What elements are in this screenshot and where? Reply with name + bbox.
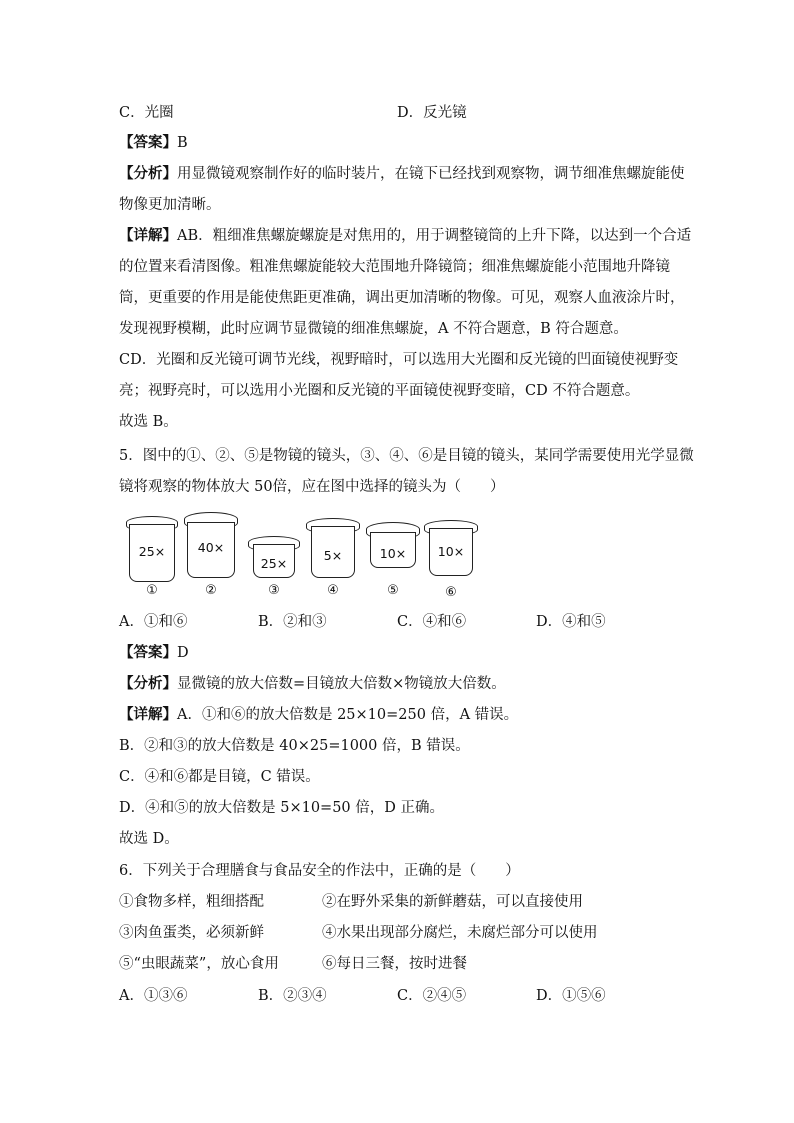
lens-magnification: 25× [138, 544, 166, 559]
lens-2 [185, 512, 237, 578]
lens-3 [249, 536, 299, 578]
q4-detail-line-1 [119, 226, 691, 246]
q6-item-2: ②在野外采集的新鲜蘑菇，可以直接使用 [322, 894, 583, 910]
q4-detail-line-2: 的位置来看清图像。粗准焦螺旋能较大范围地升降镜筒；细准焦螺旋能小范围地升降镜 [119, 259, 670, 275]
lens-magnification: 40× [197, 540, 225, 555]
q5-answer [119, 643, 189, 663]
lens-number: ⑥ [445, 585, 457, 600]
q6-item-1: ①食物多样，粗细搭配 [119, 894, 264, 910]
q5-detail-line-4: D．④和⑤的放大倍数是 5×10=50 倍，D 正确。 [119, 800, 445, 816]
analysis-tag: 【分析】 [119, 676, 177, 692]
q4-detail-line-4: 发现视野模糊，此时应调节显微镜的细准焦螺旋，A 不符合题意，B 符合题意。 [119, 321, 628, 337]
lens-1 [127, 516, 177, 582]
lens-magnification: 25× [260, 556, 288, 571]
detail-text: AB．粗细准焦螺旋螺旋是对焦用的，用于调整镜筒的上升下降，以达到一个合适 [177, 228, 692, 244]
lens-figure [119, 512, 489, 604]
q5-option-b: B．②和③ [258, 614, 327, 630]
q6-item-3: ③肉鱼蛋类，必须新鲜 [119, 925, 264, 941]
q6-item-6: ⑥每日三餐，按时进餐 [322, 956, 467, 972]
answer-value: B [177, 135, 188, 151]
analysis-text: 显微镜的放大倍数=目镜放大倍数×物镜放大倍数。 [177, 676, 506, 692]
q4-option-d: D．反光镜 [397, 105, 467, 121]
q4-conclusion: 故选 B。 [119, 414, 178, 430]
lens-magnification: 5× [323, 548, 343, 563]
q6-option-d: D．①⑤⑥ [536, 988, 606, 1004]
q5-detail-line-2: B．②和③的放大倍数是 40×25=1000 倍，B 错误。 [119, 738, 470, 754]
detail-text: A．①和⑥的放大倍数是 25×10=250 倍，A 错误。 [177, 707, 519, 723]
lens-4 [307, 518, 359, 578]
lens-number: ⑤ [387, 583, 399, 598]
q5-option-d: D．④和⑤ [536, 614, 606, 630]
q4-analysis-line-2: 物像更加清晰。 [119, 197, 221, 213]
q4-answer [119, 133, 188, 153]
answer-tag: 【答案】 [119, 645, 177, 661]
lens-number: ① [146, 583, 158, 598]
q5-analysis [119, 674, 506, 694]
q4-analysis-line-1 [119, 164, 685, 184]
q6-item-5: ⑤“虫眼蔬菜”，放心食用 [119, 956, 279, 972]
q5-detail-line-3: C．④和⑥都是目镜，C 错误。 [119, 769, 320, 785]
lens-number: ② [205, 583, 217, 598]
q6-option-c: C．②④⑤ [397, 988, 467, 1004]
q6-option-b: B．②③④ [258, 988, 327, 1004]
lens-number: ④ [327, 583, 339, 598]
detail-tag: 【详解】 [119, 707, 177, 723]
answer-tag: 【答案】 [119, 135, 177, 151]
q5-detail-line-1 [119, 705, 518, 725]
q5-stem-line-1: 5．图中的①、②、⑤是物镜的镜头，③、④、⑥是目镜的镜头，某同学需要使用光学显微 [119, 448, 694, 464]
q4-detail-line-5: CD．光圈和反光镜可调节光线，视野暗时，可以选用大光圈和反光镜的凹面镜使视野变 [119, 352, 679, 368]
q5-option-c: C．④和⑥ [397, 614, 467, 630]
q5-conclusion: 故选 D。 [119, 831, 179, 847]
q6-option-a: A．①③⑥ [119, 988, 188, 1004]
q4-option-c: C．光圈 [119, 105, 174, 121]
lens-magnification: 10× [437, 544, 465, 559]
q5-stem-line-2: 镜将观察的物体放大 50倍，应在图中选择的镜头为（ ） [119, 479, 505, 495]
lens-5 [367, 522, 419, 578]
q5-option-a: A．①和⑥ [119, 614, 188, 630]
q6-item-4: ④水果出现部分腐烂，未腐烂部分可以使用 [322, 925, 598, 941]
analysis-text: 用显微镜观察制作好的临时装片，在镜下已经找到观察物，调节细准焦螺旋能使 [177, 166, 685, 182]
q4-detail-line-6: 亮；视野亮时，可以选用小光圈和反光镜的平面镜使视野变暗，CD 不符合题意。 [119, 383, 640, 399]
analysis-tag: 【分析】 [119, 166, 177, 182]
answer-value: D [177, 645, 189, 661]
detail-tag: 【详解】 [119, 228, 177, 244]
lens-6 [425, 520, 477, 578]
q6-stem: 6．下列关于合理膳食与食品安全的作法中，正确的是（ ） [119, 863, 520, 879]
lens-number: ③ [268, 583, 280, 598]
lens-magnification: 10× [379, 546, 407, 561]
q4-detail-line-3: 筒，更重要的作用是能使焦距更准确，调出更加清晰的物像。可见，观察人血液涂片时， [119, 290, 685, 306]
